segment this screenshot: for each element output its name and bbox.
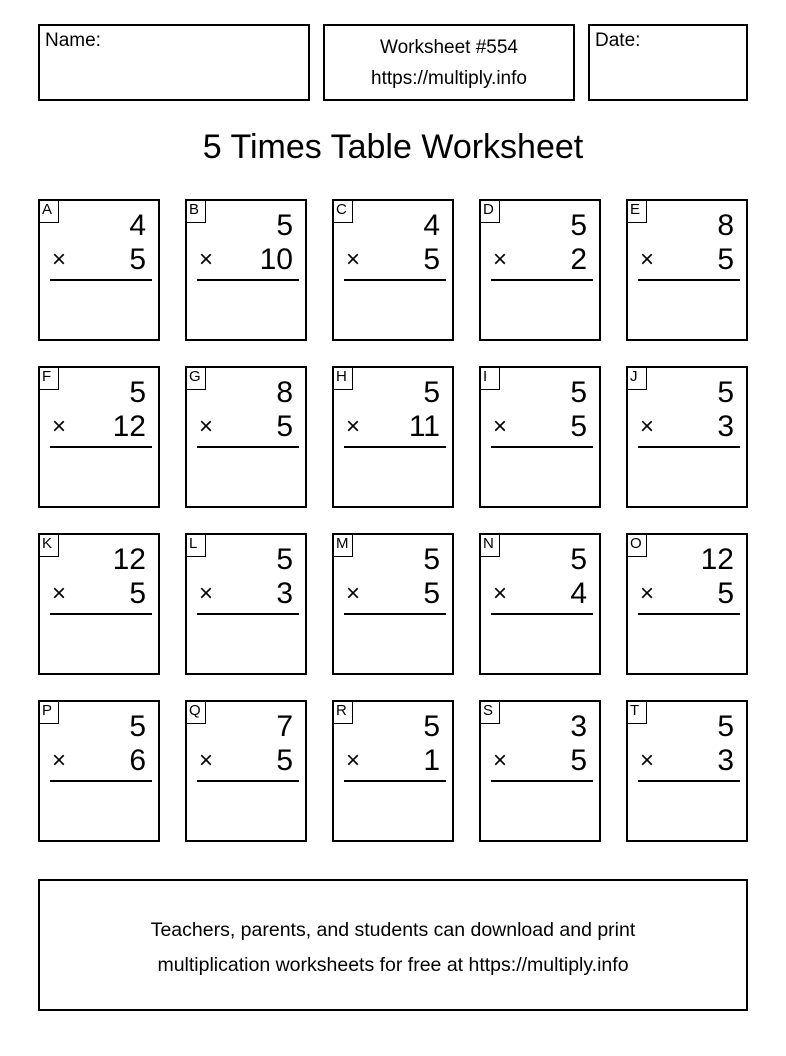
multiplicand: 12 [700,543,734,576]
multiplicand: 4 [423,209,440,242]
problem-card [626,366,748,508]
answer-area[interactable] [187,617,305,673]
multiplier: 4 [570,577,587,610]
problem-letter: F [38,366,59,390]
problem-letter: C [332,199,353,223]
problem-letter: S [479,700,500,724]
answer-area[interactable] [481,617,599,673]
multiplier: 5 [570,410,587,443]
multiplier: 10 [259,243,293,276]
problem-letter: H [332,366,353,390]
multiply-sign: × [493,747,508,774]
answer-area[interactable] [628,617,746,673]
multiply-sign: × [640,413,655,440]
problem-card [332,199,454,341]
problem-card [479,700,601,842]
multiplicand: 8 [717,209,734,242]
multiplier: 3 [717,744,734,777]
answer-line [197,613,299,615]
multiplicand: 5 [423,543,440,576]
multiplicand: 8 [276,376,293,409]
answer-line [638,279,740,281]
name-label: Name: [45,30,101,51]
problem-letter: E [626,199,647,223]
answer-area[interactable] [628,784,746,840]
answer-line [344,446,446,448]
answer-line [638,780,740,782]
worksheet-number: Worksheet #554 [379,37,518,58]
footer-text [40,913,746,983]
answer-area[interactable] [40,283,158,339]
multiplier: 5 [276,744,293,777]
problem-letter: Q [185,700,206,724]
problem-card [38,366,160,508]
answer-line [491,780,593,782]
problem-letter: T [626,700,647,724]
multiplier: 3 [717,410,734,443]
multiplier: 11 [408,410,440,443]
answer-area[interactable] [40,784,158,840]
problem-letter: I [479,366,500,390]
problem-card [332,366,454,508]
answer-line [197,780,299,782]
answer-line [491,279,593,281]
problem-letter: K [38,533,59,557]
multiplicand: 5 [423,376,440,409]
multiply-sign: × [346,747,361,774]
answer-area[interactable] [187,784,305,840]
answer-line [50,613,152,615]
answer-line [491,613,593,615]
multiplier: 5 [423,243,440,276]
problem-card [185,199,307,341]
multiply-sign: × [199,413,214,440]
problem-letter: O [626,533,647,557]
page-title: 5 Times Table Worksheet [202,128,584,166]
multiplier: 5 [717,243,734,276]
answer-area[interactable] [40,617,158,673]
answer-line [344,780,446,782]
problem-letter: P [38,700,59,724]
multiplicand: 5 [423,710,440,743]
answer-line [50,446,152,448]
date-label: Date: [595,30,641,51]
multiplier: 1 [423,744,440,777]
multiplier: 5 [129,243,146,276]
problem-letter: D [479,199,500,223]
multiplier: 3 [276,577,293,610]
answer-area[interactable] [481,450,599,506]
problem-letter: N [479,533,500,557]
problem-card [626,700,748,842]
multiply-sign: × [52,580,67,607]
problem-card [626,533,748,675]
problem-letter: J [626,366,647,390]
answer-area[interactable] [187,450,305,506]
problem-grid [38,199,748,842]
multiplicand: 5 [129,376,146,409]
multiply-sign: × [640,580,655,607]
multiplier: 5 [717,577,734,610]
multiplicand: 3 [570,710,587,743]
answer-area[interactable] [40,450,158,506]
problem-card [185,700,307,842]
multiplicand: 5 [570,376,587,409]
worksheet-info-box [323,24,575,101]
problem-card [332,700,454,842]
problem-card [38,700,160,842]
multiply-sign: × [199,246,214,273]
worksheet-url: https://multiply.info [371,68,527,89]
name-field[interactable] [38,24,310,101]
answer-area[interactable] [628,283,746,339]
multiply-sign: × [199,580,214,607]
answer-area[interactable] [187,283,305,339]
multiplicand: 5 [276,543,293,576]
answer-line [638,613,740,615]
problem-letter: G [185,366,206,390]
multiplicand: 12 [112,543,146,576]
date-field[interactable] [588,24,748,101]
answer-area[interactable] [334,450,452,506]
multiply-sign: × [493,246,508,273]
answer-area[interactable] [481,784,599,840]
multiplicand: 5 [570,209,587,242]
multiply-sign: × [52,747,67,774]
problem-card [479,533,601,675]
multiplier: 6 [129,744,146,777]
problem-card [479,366,601,508]
answer-area[interactable] [334,617,452,673]
answer-line [50,279,152,281]
multiplier: 12 [112,410,146,443]
answer-line [344,613,446,615]
footer-line-1: Teachers, parents, and students can download and print [150,919,636,941]
multiply-sign: × [199,747,214,774]
answer-line [50,780,152,782]
multiplicand: 5 [129,710,146,743]
answer-line [197,446,299,448]
answer-area[interactable] [481,283,599,339]
answer-area[interactable] [628,450,746,506]
answer-area[interactable] [334,784,452,840]
multiply-sign: × [346,580,361,607]
multiplicand: 5 [717,376,734,409]
problem-card [626,199,748,341]
multiply-sign: × [640,246,655,273]
multiplier: 5 [423,577,440,610]
answer-line [491,446,593,448]
problem-card [332,533,454,675]
multiplier: 5 [129,577,146,610]
answer-line [638,446,740,448]
problem-letter: B [185,199,206,223]
multiply-sign: × [52,413,67,440]
multiply-sign: × [493,413,508,440]
multiplicand: 5 [717,710,734,743]
answer-line [344,279,446,281]
problem-letter: A [38,199,59,223]
multiplicand: 7 [276,710,293,743]
footer-box [38,879,748,1011]
multiply-sign: × [52,246,67,273]
multiplicand: 4 [129,209,146,242]
multiplicand: 5 [276,209,293,242]
multiplicand: 5 [570,543,587,576]
problem-letter: R [332,700,353,724]
multiply-sign: × [493,580,508,607]
answer-area[interactable] [334,283,452,339]
problem-letter: L [185,533,206,557]
problem-card [185,366,307,508]
problem-card [479,199,601,341]
footer-line-2: multiplication worksheets for free at https://multiply.info [157,954,629,976]
problem-card [185,533,307,675]
multiplier: 2 [570,243,587,276]
multiply-sign: × [640,747,655,774]
multiplier: 5 [276,410,293,443]
problem-letter: M [332,533,353,557]
multiplier: 5 [570,744,587,777]
problem-card [38,533,160,675]
problem-card [38,199,160,341]
multiply-sign: × [346,246,361,273]
multiply-sign: × [346,413,361,440]
answer-line [197,279,299,281]
